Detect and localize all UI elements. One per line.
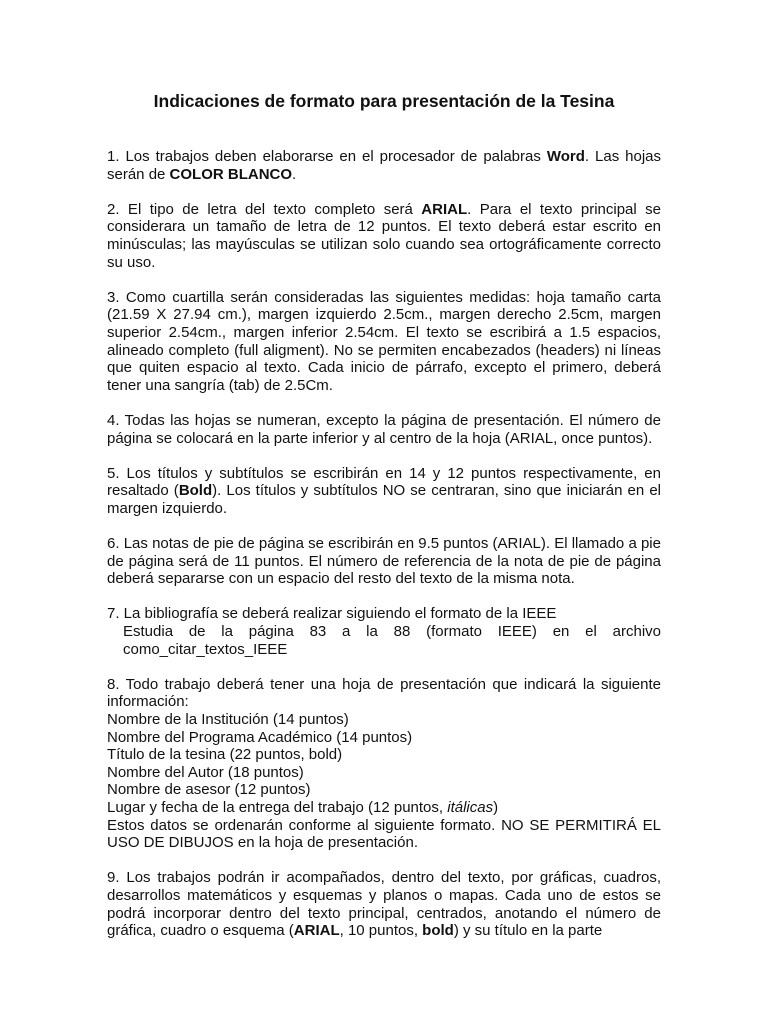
- paragraph-6: 6. Las notas de pie de página se escribirán en 9.5 puntos (ARIAL). El llamado a pie de página será de 11 puntos. El número de referencia de la nota de pie de página deberá separarse con un espacio del resto del texto de la misma nota.: [107, 535, 661, 588]
- paragraph-5: [107, 465, 661, 518]
- paragraph-9-bold-arial: ARIAL: [293, 922, 340, 940]
- paragraph-9-text-e: ) y su título en la parte: [453, 922, 603, 940]
- paragraph-9-bold-word: bold: [422, 922, 454, 940]
- paragraph-2-bold-arial: ARIAL: [421, 200, 468, 218]
- paragraph-8-last-italic: itálicas: [447, 798, 494, 816]
- paragraph-2-text-a: 2. El tipo de letra del texto completo será: [107, 200, 422, 218]
- paragraph-8-item-last: [107, 799, 661, 817]
- document-title: Indicaciones de formato para presentación de la Tesina: [153, 91, 615, 111]
- paragraph-7-line: 7. La bibliografía se deberá realizar siguiendo el formato de la IEEE: [107, 605, 557, 623]
- paragraph-5-bold: Bold: [178, 482, 213, 500]
- paragraph-2-text-c: . Para el texto principal se considerara un tamaño de letra de 12 puntos. El texto deberá estar escrito en minúsculas; las mayúsculas se utilizan solo cuando sea ortográficamente correcto su uso.: [107, 200, 661, 271]
- paragraph-9: [107, 869, 661, 939]
- paragraph-8-item: Nombre de asesor (12 puntos): [107, 781, 311, 799]
- paragraph-7-indent: Estudia de la página 83 a la 88 (formato IEEE) en el archivo como_citar_textos_IEEE: [123, 623, 661, 658]
- paragraph-8-last-a: Lugar y fecha de la entrega del trabajo (12 puntos,: [107, 798, 448, 816]
- paragraph-2: [107, 201, 661, 271]
- paragraph-1-bold-word: Word: [546, 148, 585, 165]
- paragraph-1-text-e: .: [292, 165, 297, 183]
- paragraph-1-text-c: . Las hojas serán de: [107, 148, 662, 183]
- paragraph-4: 4. Todas las hojas se numeran, excepto la página de presentación. El número de página se colocará en la parte inferior y al centro de la hoja (ARIAL, once puntos).: [107, 411, 661, 447]
- paragraph-1-bold-color: COLOR BLANCO: [169, 165, 293, 183]
- paragraph-8-item: Nombre de la Institución (14 puntos): [107, 711, 349, 728]
- paragraph-7: [107, 605, 661, 658]
- paragraph-9-text-c: , 10 puntos,: [339, 922, 423, 940]
- document-body: [107, 148, 661, 940]
- paragraph-8-item: Nombre del Programa Académico (14 puntos): [107, 728, 413, 746]
- paragraph-8-last-c: ): [493, 798, 499, 816]
- paragraph-8-intro: 8. Todo trabajo deberá tener una hoja de presentación que indicará la siguiente información:: [107, 675, 661, 711]
- paragraph-9-text-a: 9. Los trabajos podrán ir acompañados, dentro del texto, por gráficas, cuadros, desarrollos matemáticos y esquemas y planos o mapas. Cada uno de estos se podrá incorporar dentro del texto principal, centrados, anotando el número de gráfica, cuadro o esquema (: [107, 869, 661, 940]
- paragraph-5-text-a: 5. Los títulos y subtítulos se escribirán en 14 y 12 puntos respectivamente, en resaltado (: [107, 464, 661, 500]
- paragraph-1-text-a: 1. Los trabajos deben elaborarse en el procesador de palabras: [107, 148, 547, 165]
- paragraph-3: 3. Como cuartilla serán consideradas las siguientes medidas: hoja tamaño carta (21.59 X 27.94 cm.), margen izquierdo 2.5cm., margen derecho 2.5cm, margen superior 2.54cm., margen inferior 2.54cm. El texto se escribirá a 1.5 espacios, alineado completo (full aligment). No se permiten encabezados (headers) ni líneas que quiten espacio al texto. Cada inicio de párrafo, excepto el primero, deberá tener una sangría (tab) de 2.5Cm.: [107, 288, 661, 394]
- paragraph-8: [107, 676, 661, 852]
- paragraph-8-item: Nombre del Autor (18 puntos): [107, 763, 304, 781]
- paragraph-8-closing: Estos datos se ordenarán conforme al siguiente formato. NO SE PERMITIRÁ EL USO DE DIBUJOS en la hoja de presentación.: [107, 816, 661, 852]
- paragraph-5-text-c: ). Los títulos y subtítulos NO se centraran, sino que iniciarán en el margen izquierdo.: [107, 482, 661, 517]
- paragraph-1: [107, 148, 661, 183]
- paragraph-8-item: Título de la tesina (22 puntos, bold): [107, 746, 343, 764]
